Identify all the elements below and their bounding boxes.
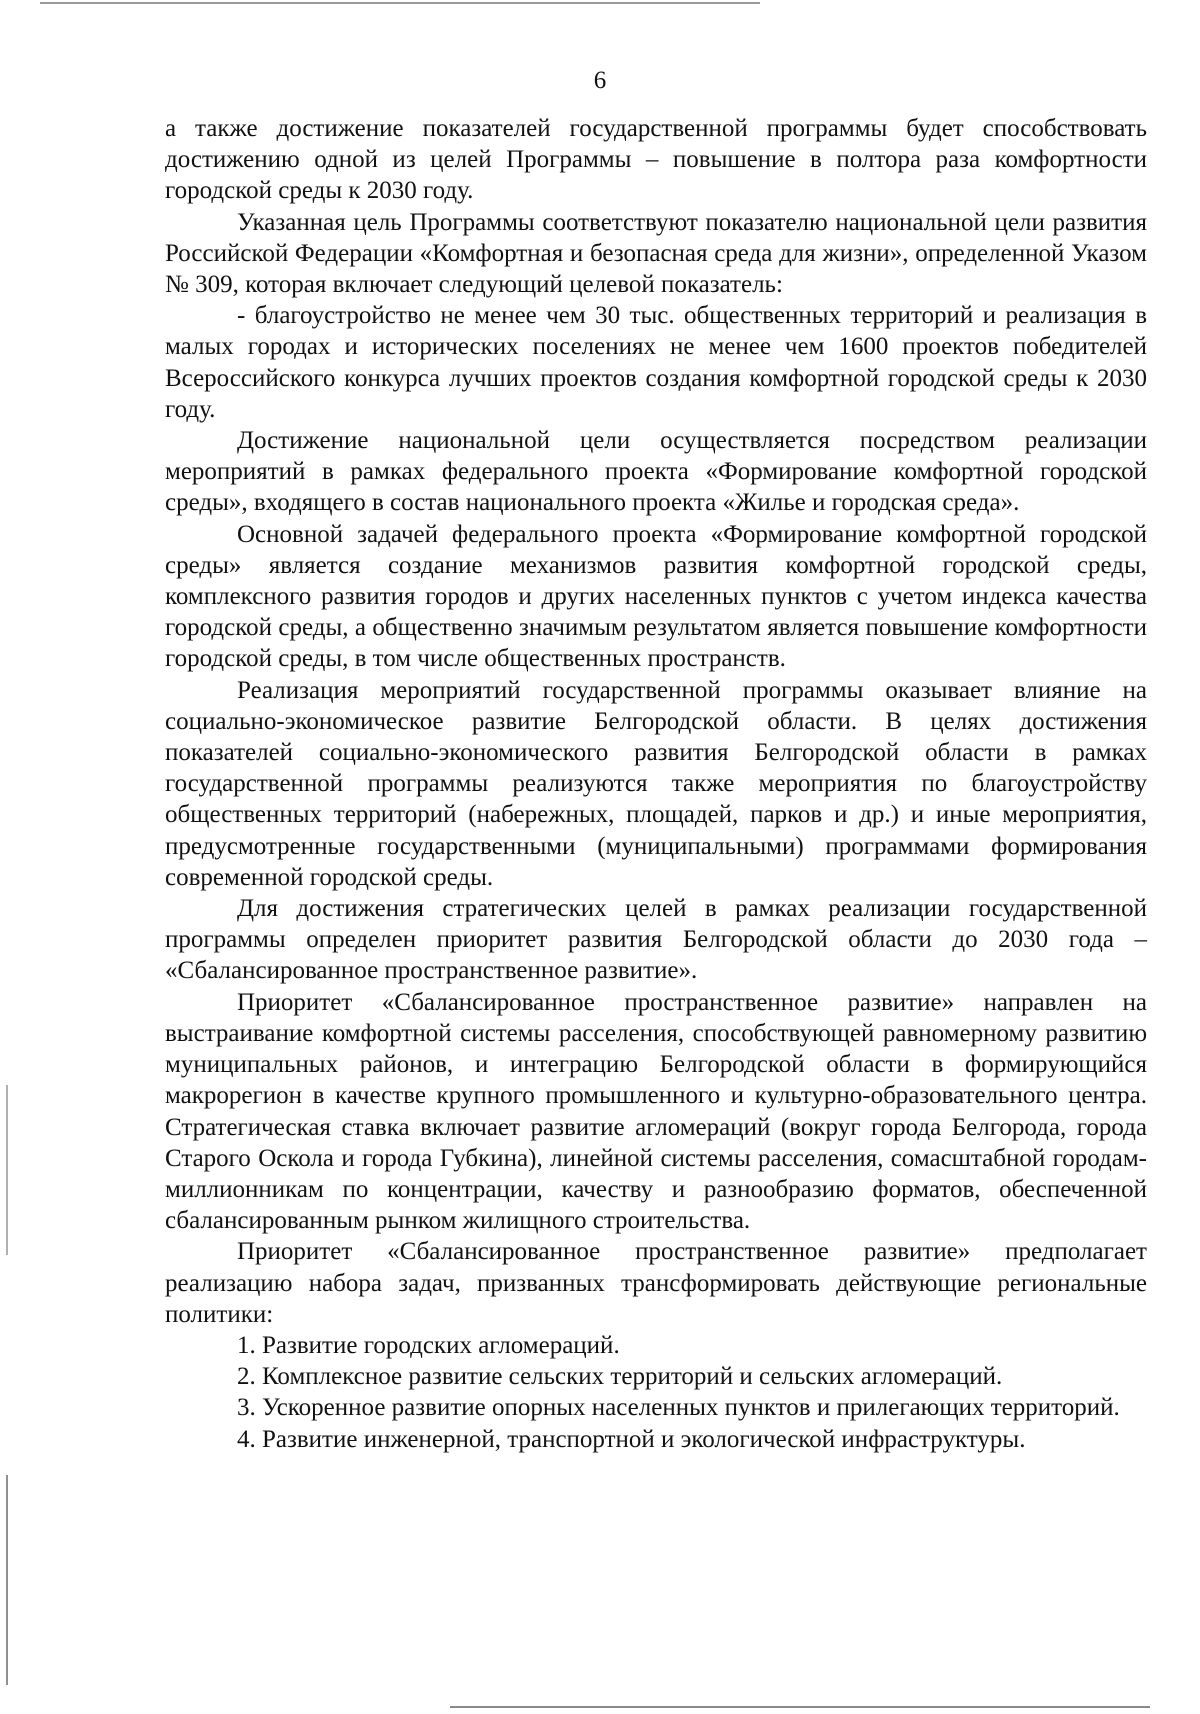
- numbered-list-item: 3. Ускоренное развитие опорных населенных пунктов и прилегающих территорий.: [237, 1394, 1120, 1422]
- numbered-list-item: 2. Комплексное развитие сельских территорий и сельских агломераций.: [237, 1363, 1003, 1391]
- paragraph: Приоритет «Сбалансированное пространственное развитие» предполагает реализацию набора задач, призванных трансформировать действующие региональные политики:: [165, 1238, 1147, 1328]
- document-body: [165, 113, 1147, 1455]
- numbered-list-item: 4. Развитие инженерной, транспортной и экологической инфраструктуры.: [237, 1425, 1026, 1453]
- paragraph: Для достижения стратегических целей в рамках реализации государственной программы определен приоритет развития Белгородской области до 2030 года – «Сбалансированное пространственное развитие».: [165, 895, 1147, 985]
- paragraph: Реализация мероприятий государственной программы оказывает влияние на социально-экономическое развитие Белгородской области. В целях достижения показателей социально-экономического развития Белгородской области в рамках государственной программы реализуются также мероприятия по благоустройству общественных территорий (набережных, площадей, парков и др.) и иные мероприятия, предусмотренные государственными (муниципальными) программами формирования современной городской среды.: [165, 676, 1147, 891]
- scan-left-margin-mark: [6, 1475, 8, 1685]
- paragraph: Достижение национальной цели осуществляется посредством реализации мероприятий в рамках федерального проекта «Формирование комфортной городской среды», входящего в состав национального проекта «Жилье и городская среда».: [165, 427, 1147, 517]
- page-number: 6: [593, 67, 607, 94]
- scan-left-margin-mark: [6, 1085, 8, 1255]
- paragraph: Основной задачей федерального проекта «Формирование комфортной городской среды» является создание механизмов развития комфортной городской среды, комплексного развития городов и других населенных пунктов с учетом индекса качества городской среды, а общественно значимым результатом является повышение комфортности городской среды, в том числе общественных пространств.: [165, 520, 1147, 673]
- paragraph: Указанная цель Программы соответствуют показателю национальной цели развития Российской Федерации «Комфортная и безопасная среда для жизни», определенной Указом № 309, которая включает следующий целевой показатель:: [165, 208, 1147, 299]
- scan-top-edge-line: [40, 2, 760, 4]
- scan-bottom-edge-line: [450, 1706, 1150, 1708]
- paragraph-bullet-item: - благоустройство не менее чем 30 тыс. общественных территорий и реализация в малых городах и исторических поселениях не менее чем 1600 проектов победителей Всероссийского конкурса лучших проектов создания комфортной городской среды к 2030 году.: [165, 302, 1147, 423]
- numbered-list-item: 1. Развитие городских агломераций.: [237, 1331, 620, 1359]
- paragraph: Приоритет «Сбалансированное пространственное развитие» направлен на выстраивание комфортной системы расселения, способствующей равномерному развитию муниципальных районов, и интеграцию Белгородской области в формирующийся макрорегион в качестве крупного промышленного и культурно-образовательного центра. Стратегическая ставка включает развитие агломераций (вокруг города Белгорода, города Старого Оскола и города Губкина), линейной системы расселения, сомасштабной городам-миллионникам по концентрации, качеству и разнообразию форматов, обеспеченной сбалансированным рынком жилищного строительства.: [165, 988, 1147, 1235]
- paragraph: а также достижение показателей государственной программы будет способствовать достижению одной из целей Программы – повышение в полтора раза комфортности городской среды к 2030 году.: [165, 115, 1147, 205]
